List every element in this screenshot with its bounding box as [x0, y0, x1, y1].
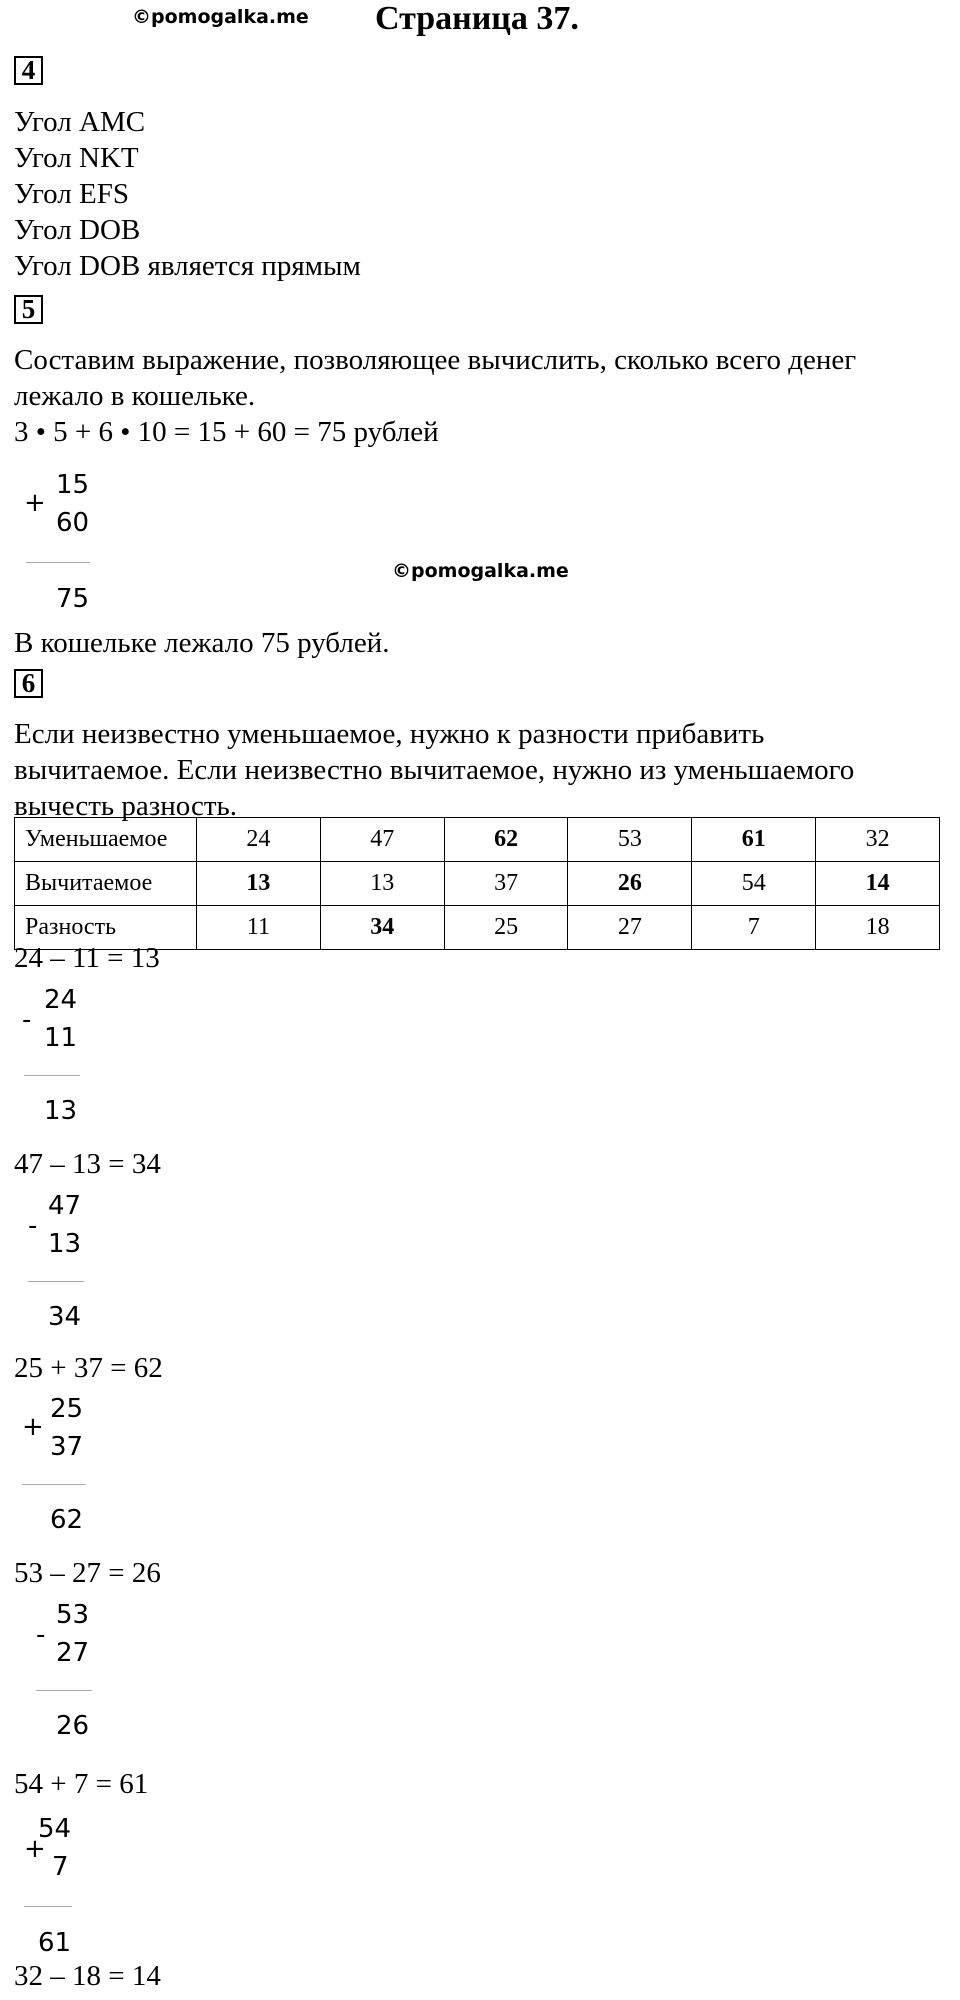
task-5-text: Составим выражение, позволяющее вычислить, сколько всего денег [14, 344, 857, 376]
operand-top: 54 [38, 1814, 72, 1844]
operand-bottom: 37 [50, 1432, 84, 1462]
operator-sign: - [22, 1005, 32, 1035]
table-cell: 37 [444, 862, 568, 906]
table-cell: 18 [816, 906, 940, 950]
task-6-number: 6 [14, 669, 43, 698]
watermark-top: ©pomogalka.me [132, 6, 309, 28]
task-6-text: Если неизвестно уменьшаемое, нужно к разности прибавить [14, 718, 765, 750]
table-cell: 47 [320, 818, 444, 862]
calc-expression: 25 + 37 = 62 [14, 1352, 163, 1384]
table-cell-answer: 26 [568, 862, 692, 906]
table-cell: 27 [568, 906, 692, 950]
table-cell: 53 [568, 818, 692, 862]
operand-bottom: 13 [48, 1229, 82, 1259]
table-cell-answer: 62 [444, 818, 568, 862]
operand-bottom: 7 [52, 1852, 69, 1882]
operand-bottom: 27 [56, 1638, 90, 1668]
task-5-text: лежало в кошельке. [14, 380, 256, 412]
table-cell: 32 [816, 818, 940, 862]
task-6-text: вычесть разность. [14, 790, 237, 822]
result-line [28, 1281, 84, 1282]
task-4-line: Угол АМС [14, 106, 146, 138]
column-result: 34 [48, 1302, 82, 1332]
table-cell-answer: 14 [816, 862, 940, 906]
operand-top: 53 [56, 1600, 90, 1630]
row-label: Уменьшаемое [15, 818, 197, 862]
sum-line [24, 1906, 72, 1907]
table-cell-answer: 61 [692, 818, 816, 862]
table-cell: 13 [320, 862, 444, 906]
calc-expression: 53 – 27 = 26 [14, 1557, 161, 1589]
column-result: 75 [56, 584, 90, 614]
operand-top: 24 [44, 985, 78, 1015]
operator-sign: + [24, 1834, 46, 1864]
operator-sign: + [22, 1412, 44, 1442]
table-cell: 24 [197, 818, 321, 862]
watermark-middle: ©pomogalka.me [392, 560, 569, 582]
table-cell-answer: 34 [320, 906, 444, 950]
task-4-line: Угол DOB [14, 214, 141, 246]
table-cell: 54 [692, 862, 816, 906]
task-5-answer: В кошельке лежало 75 рублей. [14, 627, 390, 659]
calc-expression: 47 – 13 = 34 [14, 1148, 161, 1180]
task-4-line: Угол DOB является прямым [14, 250, 361, 282]
page-title: Страница 37. [375, 0, 579, 37]
result-line [36, 1690, 92, 1691]
operand-bottom: 11 [44, 1023, 78, 1053]
row-label: Разность [15, 906, 197, 950]
operand-top: 47 [48, 1191, 82, 1221]
column-result: 26 [56, 1711, 90, 1741]
sum-line [22, 1484, 86, 1485]
table-row-minuend [15, 818, 940, 862]
task-4-line: Угол NKT [14, 142, 139, 174]
row-label: Вычитаемое [15, 862, 197, 906]
column-result: 62 [50, 1505, 84, 1535]
subtraction-table [14, 817, 940, 950]
table-row-subtrahend [15, 862, 940, 906]
table-cell: 25 [444, 906, 568, 950]
task-4-line: Угол EFS [14, 178, 129, 210]
task-5-number: 5 [14, 295, 43, 324]
operator-sign: - [36, 1620, 46, 1650]
table-cell: 11 [197, 906, 321, 950]
operand-bottom: 60 [56, 508, 90, 538]
calc-expression: 54 + 7 = 61 [14, 1768, 149, 1800]
operand-top: 15 [56, 470, 90, 500]
task-6-text: вычитаемое. Если неизвестно вычитаемое, нужно из уменьшаемого [14, 754, 855, 786]
calc-expression: 24 – 11 = 13 [14, 942, 160, 974]
sum-line [26, 562, 90, 563]
task-4-number: 4 [14, 56, 43, 85]
column-result: 61 [38, 1928, 72, 1958]
operand-top: 25 [50, 1394, 84, 1424]
operator-sign: - [28, 1211, 38, 1241]
column-result: 13 [44, 1096, 78, 1126]
table-cell-answer: 13 [197, 862, 321, 906]
operator-sign: + [24, 488, 46, 518]
calc-expression: 32 – 18 = 14 [14, 1960, 161, 1992]
result-line [24, 1075, 80, 1076]
task-5-expression: 3 • 5 + 6 • 10 = 15 + 60 = 75 рублей [14, 416, 439, 448]
table-cell: 7 [692, 906, 816, 950]
